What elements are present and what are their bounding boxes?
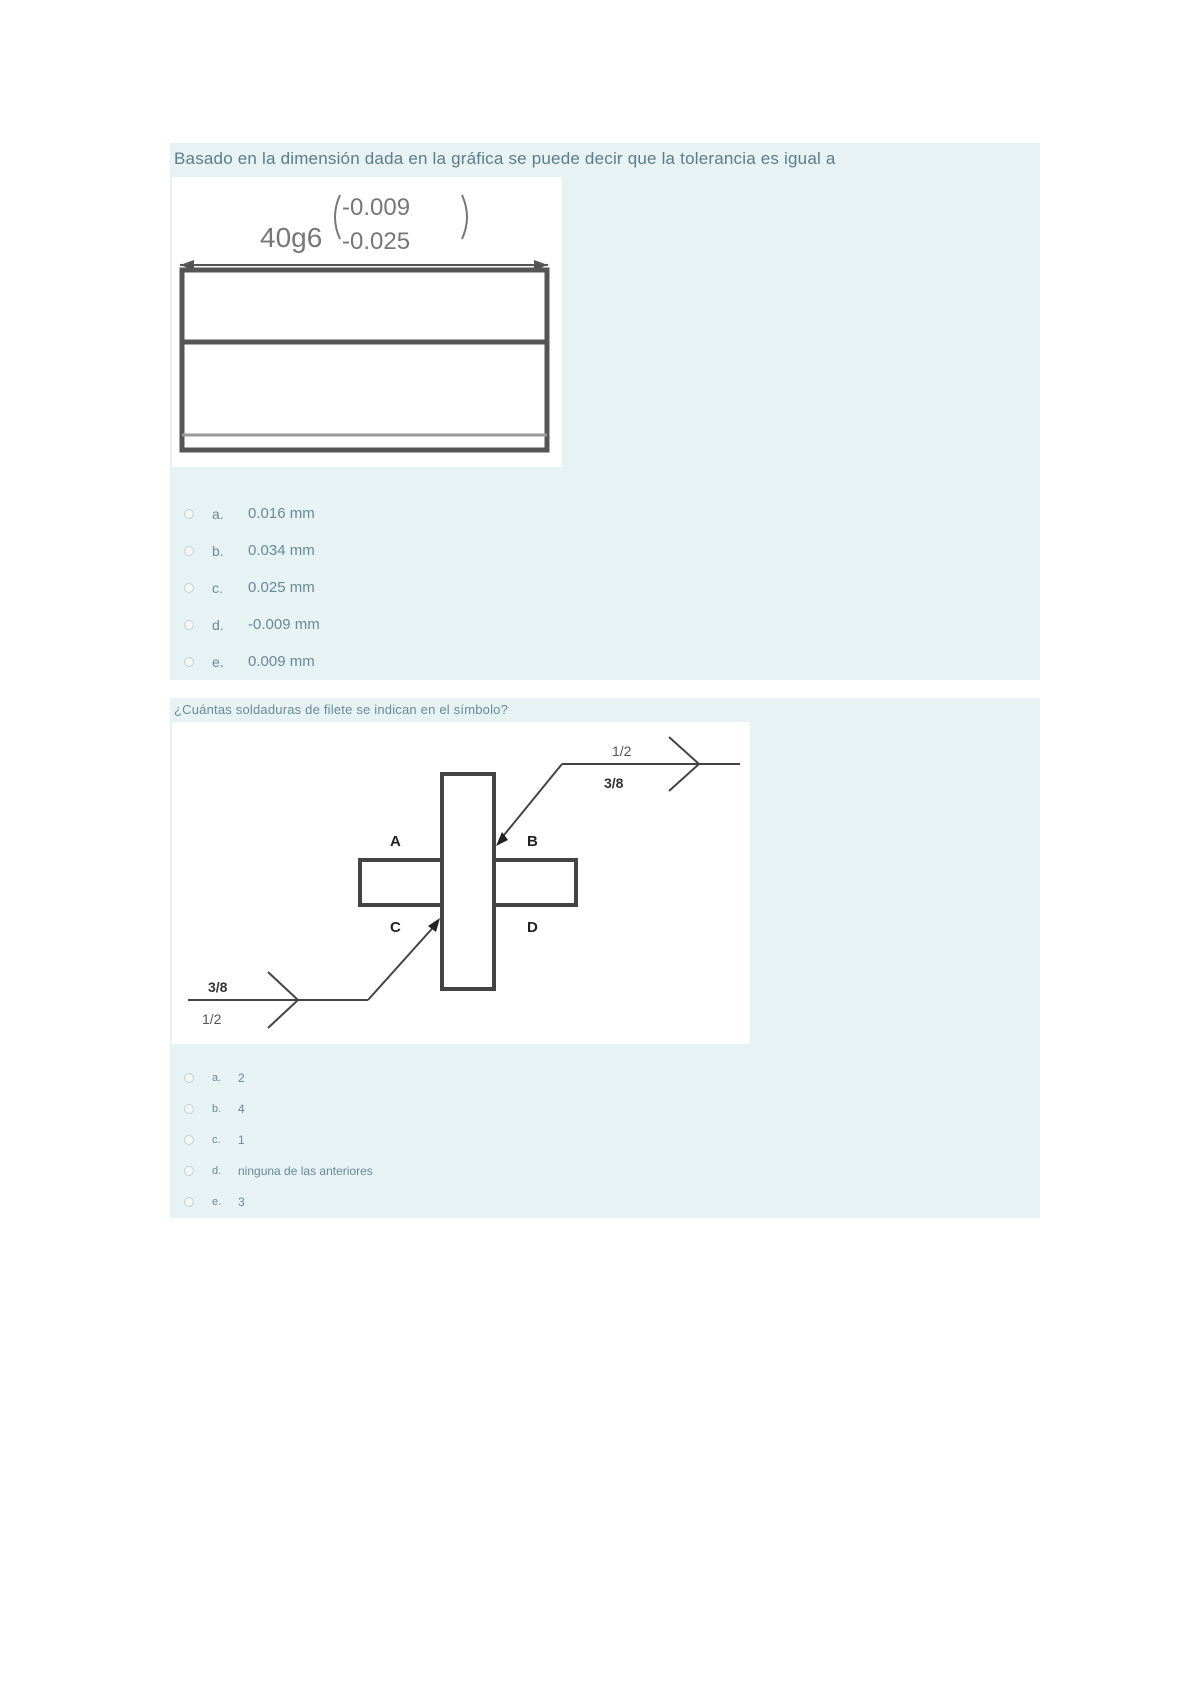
vertical-plate [442,774,494,989]
option-letter: d. [212,616,224,633]
question-2-options [184,1062,373,1217]
option-e[interactable] [184,643,320,680]
leader-arrow-top [496,832,508,846]
option-text: ninguna de las anteriores [238,1163,373,1178]
upper-deviation-label: -0.009 [342,194,411,221]
option-a[interactable] [184,1062,373,1093]
weld-drawing [172,722,750,1044]
tolerance-drawing [172,177,562,467]
radio-button[interactable] [184,657,194,667]
tolerance-figure [172,177,562,467]
joint-marker-c: C [390,919,401,936]
option-letter: e. [212,1195,222,1208]
option-letter: c. [212,579,223,596]
radio-button[interactable] [184,546,194,556]
option-letter: d. [212,1164,222,1177]
option-d[interactable] [184,1155,373,1186]
leader-line-top [500,764,562,840]
option-e[interactable] [184,1186,373,1217]
option-letter: e. [212,653,224,670]
top-weld-label-lower: 3/8 [604,775,624,791]
joint-marker-a: A [390,833,401,850]
option-text: 3 [238,1194,245,1209]
radio-button[interactable] [184,1197,194,1207]
leader-line-bottom [368,922,438,1000]
option-c[interactable] [184,569,320,606]
option-text: 0.009 mm [248,653,315,670]
radio-button[interactable] [184,620,194,630]
option-letter: b. [212,1102,222,1115]
weld-figure [172,722,750,1044]
option-letter: a. [212,505,224,522]
option-text: 2 [238,1070,245,1085]
question-1-text: Basado en la dimensión dada en la gráfica se puede decir que la tolerancia es igual a [174,149,836,168]
option-c[interactable] [184,1124,373,1155]
option-d[interactable] [184,606,320,643]
question-2-text: ¿Cuántas soldaduras de filete se indican en el símbolo? [174,702,509,717]
question-2-panel [170,698,1040,1218]
radio-button[interactable] [184,1073,194,1083]
option-letter: c. [212,1133,221,1146]
lower-deviation-label: -0.025 [342,228,411,255]
option-text: 0.034 mm [248,542,315,559]
basic-size-label: 40g6 [260,222,323,253]
joint-marker-d: D [527,919,538,936]
joint-marker-b: B [527,833,538,850]
option-letter: b. [212,542,224,559]
option-a[interactable] [184,495,320,532]
top-weld-label-upper: 1/2 [612,743,632,759]
bottom-weld-label-lower: 1/2 [202,1011,222,1027]
option-text: 4 [238,1101,245,1116]
option-text: 1 [238,1132,245,1147]
option-text: 0.016 mm [248,505,315,522]
radio-button[interactable] [184,1166,194,1176]
option-b[interactable] [184,1093,373,1124]
option-b[interactable] [184,532,320,569]
radio-button[interactable] [184,509,194,519]
radio-button[interactable] [184,583,194,593]
option-text: 0.025 mm [248,579,315,596]
option-letter: a. [212,1071,222,1084]
question-1-panel [170,143,1040,680]
radio-button[interactable] [184,1104,194,1114]
radio-button[interactable] [184,1135,194,1145]
option-text: -0.009 mm [248,616,320,633]
bottom-weld-label-upper: 3/8 [208,979,228,995]
question-1-options [184,495,320,680]
part-outline [182,270,547,450]
